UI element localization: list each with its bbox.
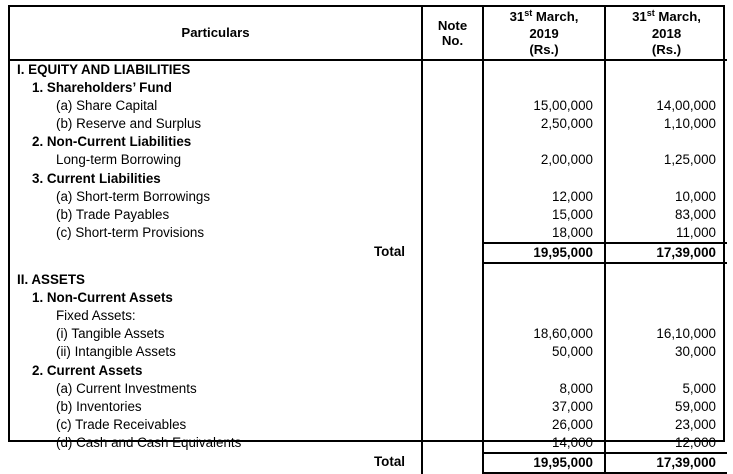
table-row: [10, 224, 727, 243]
row-amount-2019: 26,000: [483, 416, 605, 434]
table-row: [10, 151, 727, 169]
table-spacer-row: [10, 263, 727, 271]
row-amount-2019: [483, 307, 605, 325]
column-header-2019-line1: [484, 9, 604, 27]
balance-sheet-table: [10, 7, 727, 474]
row-note-no: [422, 271, 483, 289]
row-note-no: [422, 289, 483, 307]
row-amount-2019: 50,000: [483, 343, 605, 361]
row-particulars: (a) Short-term Borrowings: [10, 188, 422, 206]
row-particulars: I. EQUITY AND LIABILITIES: [10, 60, 422, 79]
column-header-2018-day: 31: [632, 8, 647, 24]
total-label: Total: [10, 453, 422, 473]
row-amount-2019: 15,000: [483, 206, 605, 224]
row-amount-2019: 8,000: [483, 380, 605, 398]
column-header-2019-currency: (Rs.): [529, 41, 559, 57]
row-particulars: 2. Non-Current Liabilities: [10, 133, 422, 151]
table-row: [10, 133, 727, 151]
row-amount-2018: 1,10,000: [663, 116, 716, 132]
row-note-no: [422, 224, 483, 243]
table-row: [10, 307, 727, 325]
row-particulars: Fixed Assets:: [10, 307, 422, 325]
row-amount-2018: [605, 170, 727, 188]
row-note-no: [422, 60, 483, 79]
row-note-no: [422, 97, 483, 115]
column-header-2018-currency: (Rs.): [651, 41, 682, 57]
table-row: [10, 380, 727, 398]
table-row: [10, 398, 727, 416]
table-row: [10, 60, 727, 79]
row-amount-2019: [483, 79, 605, 97]
row-note-no: [422, 325, 483, 343]
column-header-2019-year: 2019: [529, 26, 559, 42]
table-row: [10, 325, 727, 343]
table-row: [10, 271, 727, 289]
table-row: [10, 79, 727, 97]
row-amount-2018: [605, 307, 727, 325]
row-amount-2018: [605, 133, 727, 151]
row-note-no: [422, 151, 483, 169]
table-header: [10, 7, 727, 60]
row-note-no: [422, 243, 483, 263]
row-amount-2018: 17,39,000: [605, 453, 727, 473]
row-note-no: [422, 79, 483, 97]
row-amount-2018: 17,39,000: [605, 243, 727, 263]
row-amount-2019: 18,000: [483, 224, 605, 243]
row-particulars: II. ASSETS: [10, 271, 422, 289]
row-note-no: [422, 115, 483, 133]
column-header-year-2018: [605, 7, 727, 60]
row-note-no: [422, 380, 483, 398]
row-amount-2018: 1,25,000: [663, 152, 716, 168]
row-particulars: (i) Tangible Assets: [10, 325, 422, 343]
column-header-2018-line1: [606, 9, 727, 27]
row-amount-2018: 23,000: [675, 416, 716, 432]
row-particulars: (b) Inventories: [10, 398, 422, 416]
row-amount-2019: 37,000: [483, 398, 605, 416]
row-particulars: (a) Current Investments: [10, 380, 422, 398]
balance-sheet-table-container: [8, 5, 725, 470]
row-amount-2018: 30,000: [675, 344, 716, 360]
row-particulars: 1. Non-Current Assets: [10, 289, 422, 307]
row-amount-2018: 14,00,000: [656, 98, 716, 114]
row-note-no: [422, 307, 483, 325]
row-particulars: (c) Short-term Provisions: [10, 224, 422, 243]
row-particulars: Long-term Borrowing: [10, 151, 422, 169]
row-note-no: [422, 170, 483, 188]
row-amount-2018: [605, 60, 727, 79]
column-header-2019-day: 31: [509, 8, 525, 24]
spacer-cell: [605, 263, 727, 271]
table-row: [10, 416, 727, 434]
row-note-no: [422, 343, 483, 361]
row-amount-2018: 5,000: [682, 380, 716, 396]
row-amount-2019: 2,50,000: [483, 115, 605, 133]
column-header-2019-month: March,: [532, 8, 579, 24]
row-amount-2018: 59,000: [675, 398, 716, 414]
column-header-2019-ordinal-suffix: st: [524, 8, 533, 19]
row-amount-2018: 12,000: [675, 434, 716, 450]
row-particulars: (c) Trade Receivables: [10, 416, 422, 434]
row-amount-2019: 14,000: [483, 434, 605, 453]
row-particulars: (b) Trade Payables: [10, 206, 422, 224]
row-particulars: 2. Current Assets: [10, 362, 422, 380]
row-amount-2018: [605, 289, 727, 307]
row-note-no: [422, 398, 483, 416]
column-header-2018-month: March,: [654, 8, 701, 24]
row-note-no: [422, 133, 483, 151]
row-amount-2019: [483, 170, 605, 188]
row-amount-2019: [483, 133, 605, 151]
row-note-no: [422, 434, 483, 453]
row-amount-2019: 12,000: [483, 188, 605, 206]
header-row: [10, 7, 727, 60]
table-body: [10, 60, 727, 474]
table-row: [10, 434, 727, 453]
table-row: [10, 206, 727, 224]
row-note-no: [422, 416, 483, 434]
row-amount-2018: 16,10,000: [656, 326, 716, 342]
total-label: Total: [10, 243, 422, 263]
row-amount-2019: [483, 362, 605, 380]
row-amount-2018: [605, 79, 727, 97]
row-particulars: (b) Reserve and Surplus: [10, 115, 422, 133]
column-header-2018-year: 2018: [651, 26, 682, 42]
row-amount-2019: [483, 60, 605, 79]
row-amount-2019: 15,00,000: [483, 97, 605, 115]
table-total-row: [10, 243, 727, 263]
column-header-particulars: [10, 7, 422, 60]
row-note-no: [422, 362, 483, 380]
row-amount-2019: 2,00,000: [483, 151, 605, 169]
column-header-note-line1: Note: [437, 17, 468, 33]
row-particulars: (ii) Intangible Assets: [10, 343, 422, 361]
column-header-note-no: [422, 7, 483, 60]
row-amount-2018: 10,000: [675, 188, 716, 204]
column-header-note-line2: No.: [441, 33, 464, 48]
spacer-cell: [10, 263, 422, 271]
row-note-no: [422, 453, 483, 473]
column-header-year-2019: [483, 7, 605, 60]
row-particulars: (d) Cash and Cash Equivalents: [10, 434, 422, 453]
column-header-2018-ordinal-suffix: st: [646, 8, 655, 19]
row-particulars: 1. Shareholders’ Fund: [10, 79, 422, 97]
table-total-row: [10, 453, 727, 473]
spacer-cell: [422, 263, 483, 271]
table-row: [10, 115, 727, 133]
row-amount-2018: [605, 362, 727, 380]
row-amount-2019: [483, 289, 605, 307]
row-note-no: [422, 188, 483, 206]
row-amount-2019: 18,60,000: [483, 325, 605, 343]
table-row: [10, 97, 727, 115]
row-particulars: 3. Current Liabilities: [10, 170, 422, 188]
row-amount-2018: 83,000: [675, 206, 716, 222]
row-amount-2019: 19,95,000: [483, 453, 605, 473]
row-amount-2018: [605, 271, 727, 289]
column-header-particulars-label: Particulars: [181, 25, 250, 41]
spacer-cell: [483, 263, 605, 271]
table-row: [10, 343, 727, 361]
table-row: [10, 188, 727, 206]
row-amount-2018: 11,000: [676, 224, 716, 240]
row-amount-2019: [483, 271, 605, 289]
row-note-no: [422, 206, 483, 224]
table-row: [10, 289, 727, 307]
table-row: [10, 362, 727, 380]
row-amount-2019: 19,95,000: [483, 243, 605, 263]
row-particulars: (a) Share Capital: [10, 97, 422, 115]
table-row: [10, 170, 727, 188]
